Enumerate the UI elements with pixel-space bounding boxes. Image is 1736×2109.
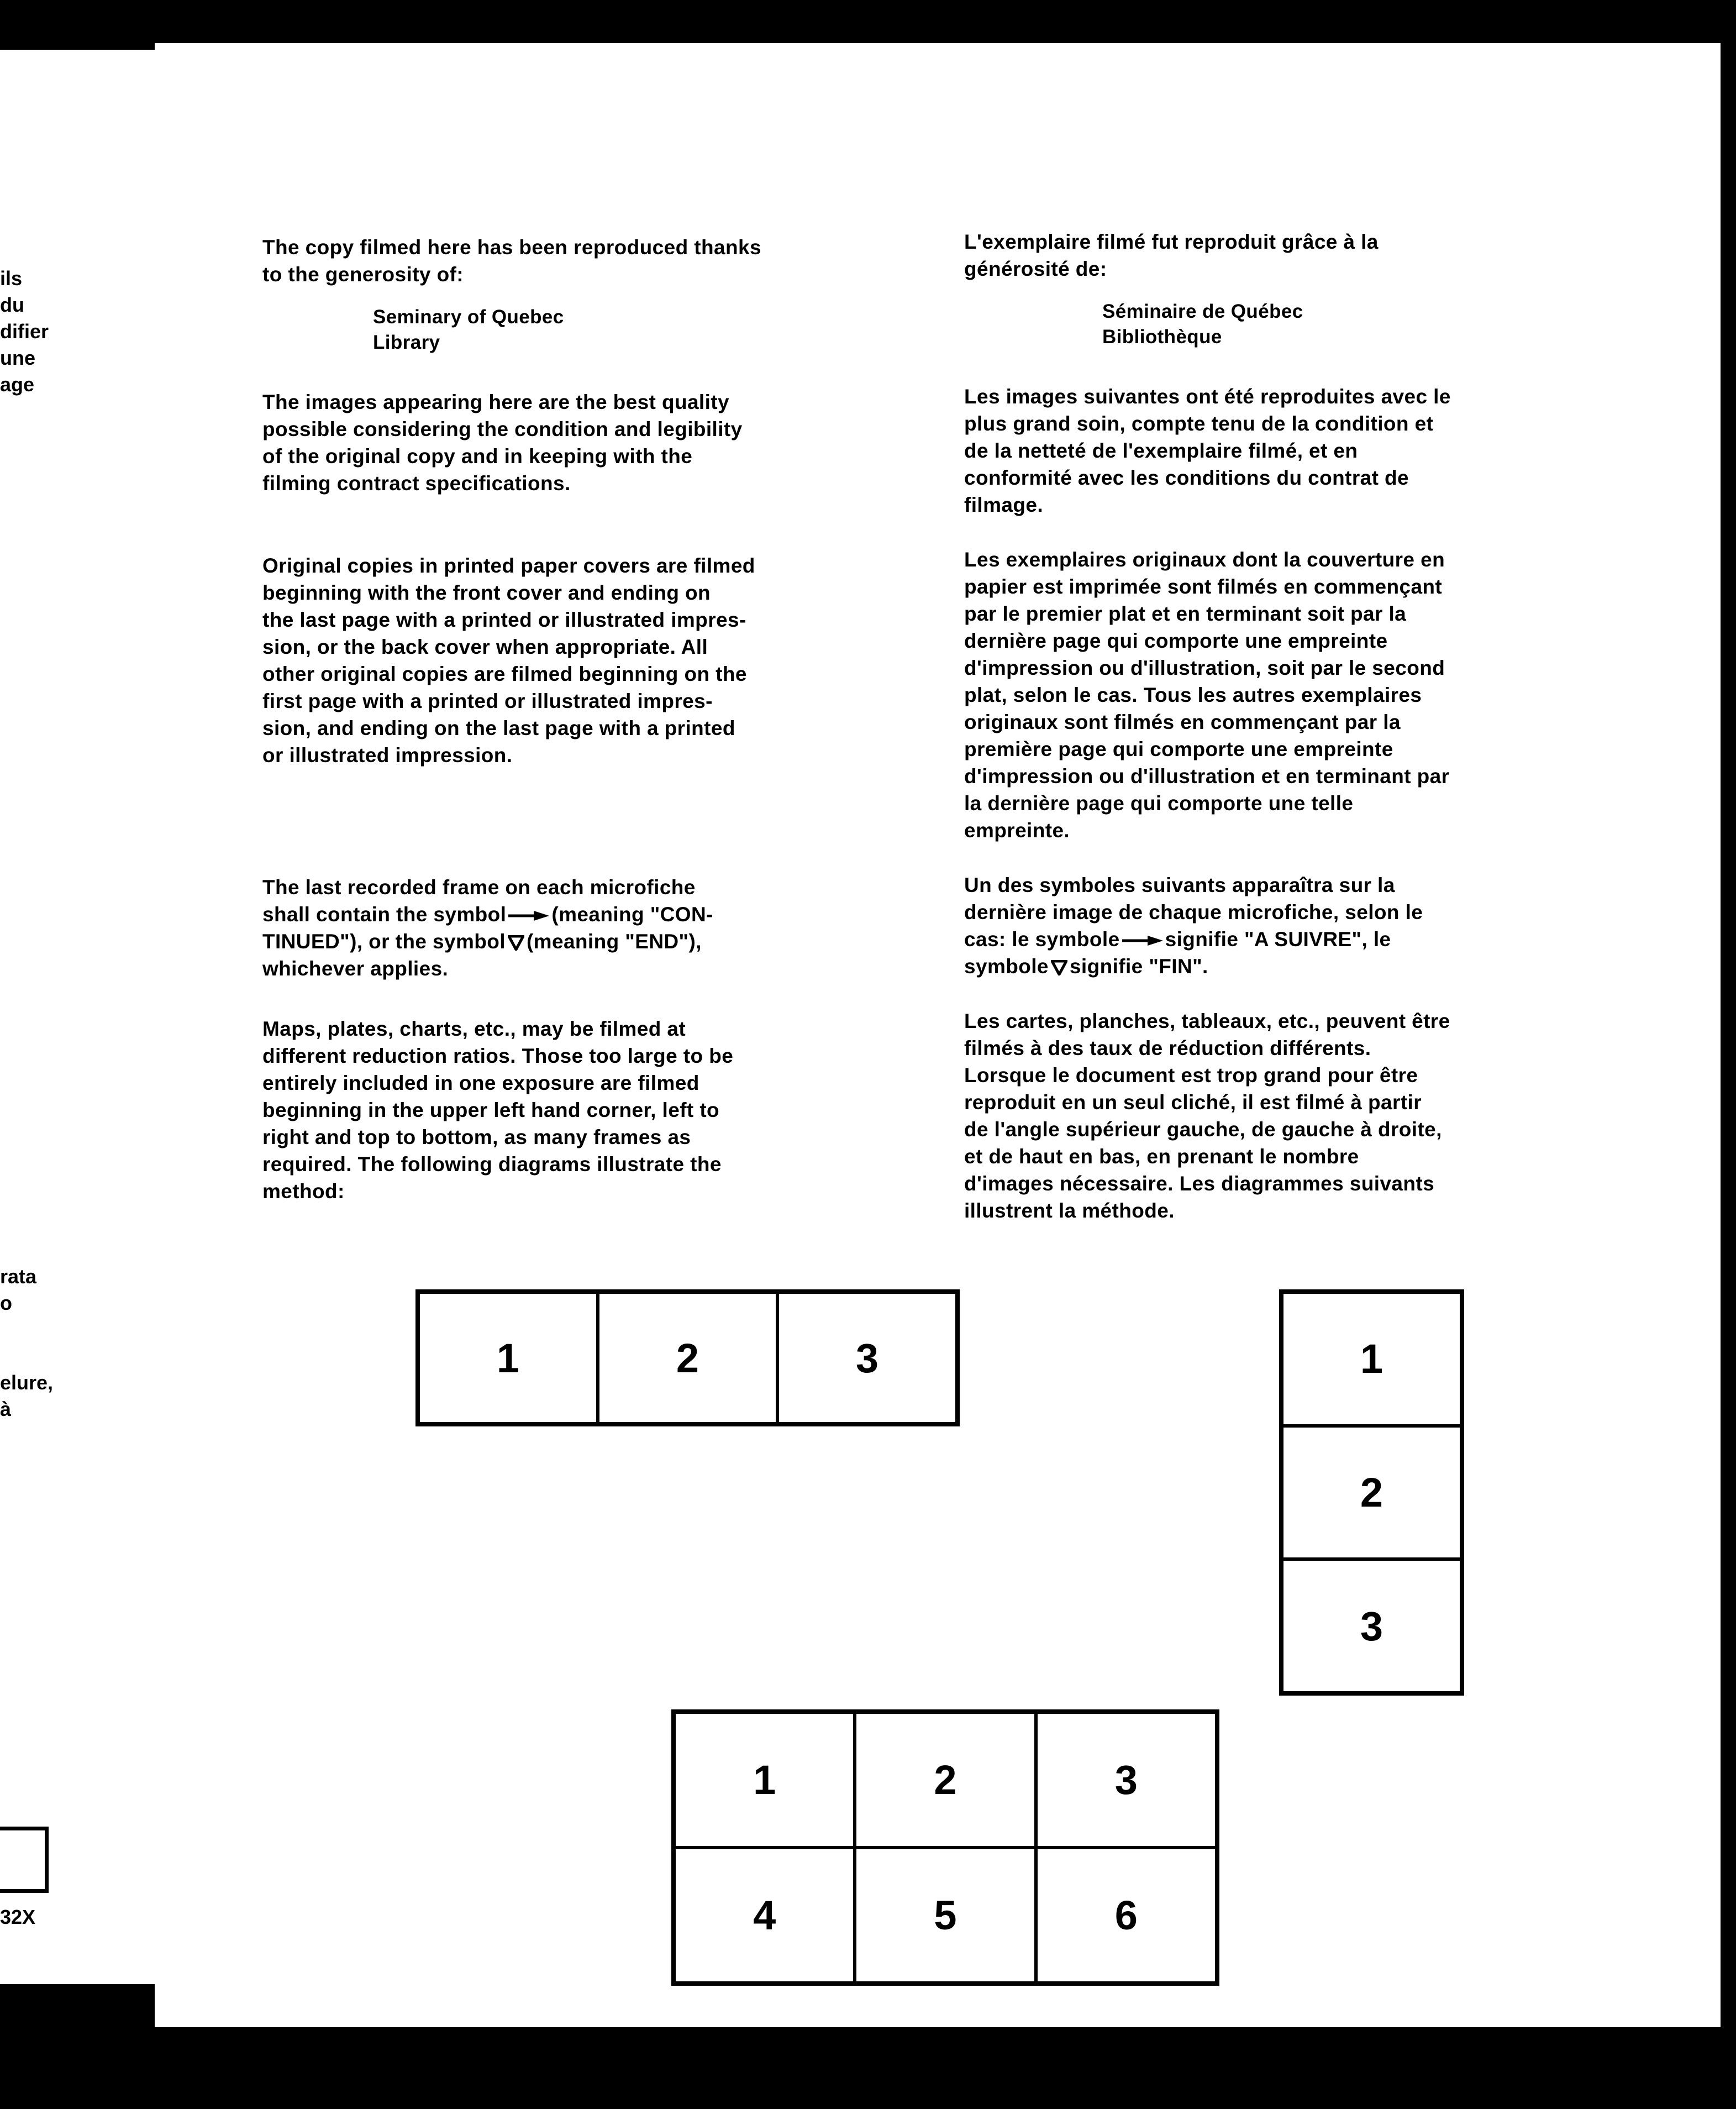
end-triangle-icon	[508, 935, 524, 951]
diagram-frame: 3	[1036, 1712, 1217, 1848]
diagram-frame: 3	[1282, 1559, 1461, 1693]
english-symbols-text: The last recorded frame on each microfiche shall contain the symbol	[262, 876, 696, 926]
french-symbols-text: Un des symboles suivants apparaîtra sur la dernière image de chaque microfiche, selon le cas: le symbole	[964, 874, 1423, 951]
fragment-box	[0, 1827, 49, 1893]
english-intro: The copy filmed here has been reproduced thanks to the generosity of:	[262, 236, 761, 286]
continued-arrow-icon	[1122, 936, 1163, 946]
fragment-text: une	[0, 347, 36, 369]
french-covers: Les exemplaires originaux dont la couverture en papier est imprimée sont filmés en commençant par le premier plat et en terminant soit par la dernière page qui comporte une empreinte d'impression ou d'illustration, soit par le second plat, selon le cas. Tous les autres exemplaires originaux sont filmés en commençant par la première page qui comporte une empreinte d'impression ou d'illustration et en terminant par la dernière page qui comporte une telle empreinte.	[964, 548, 1450, 842]
english-quality: The images appearing here are the best quality possible considering the condition and legibility of the original copy and in keeping with the filming contract specifications.	[262, 391, 743, 495]
french-symbols-text: signifie "FIN".	[1069, 955, 1208, 978]
diagram-frame: 6	[1036, 1848, 1217, 1983]
diagram-grid	[671, 1709, 1219, 1986]
english-symbols	[262, 874, 914, 982]
previous-page-edge	[0, 50, 172, 1984]
fragment-text: à	[0, 1398, 12, 1420]
fragment-text: age	[0, 373, 35, 396]
english-symbols-text: (meaning "CON- TINUED"), or the symbol	[262, 903, 713, 953]
french-symbols	[964, 872, 1622, 980]
french-maps: Les cartes, planches, tableaux, etc., peuvent être filmés à des taux de réduction différents. Lorsque le document est trop grand pour être reproduit en un seul cliché, il est filmé à partir de l'angle supérieur gauche, de gauche à droite, et de haut en bas, en prenant le nombre d'images nécessaire. Les diagrammes suivants illustrent la méthode.	[964, 1010, 1450, 1222]
fragment-text: ils	[0, 267, 23, 290]
end-triangle-icon	[1051, 960, 1067, 975]
diagram-frame: 1	[674, 1712, 855, 1848]
fragment-text: o	[0, 1292, 12, 1314]
continued-arrow-icon	[508, 911, 549, 921]
diagram-frame: 3	[777, 1292, 957, 1424]
fragment-text: 32X	[0, 1906, 36, 1928]
diagram-horizontal	[415, 1289, 960, 1426]
diagram-frame: 4	[674, 1848, 855, 1983]
english-column	[262, 234, 914, 1205]
french-institution: Séminaire de Québec Bibliothèque	[1102, 301, 1303, 348]
diagram-frame: 5	[855, 1848, 1035, 1983]
english-symbols-text: (meaning "END"), whichever applies.	[262, 930, 702, 980]
fragment-text: difier	[0, 320, 49, 343]
diagram-frame: 2	[1282, 1426, 1461, 1560]
english-institution: Seminary of Quebec Library	[373, 306, 564, 353]
french-symbols-text: signifie "A SUIVRE", le symbole	[964, 928, 1391, 978]
english-maps: Maps, plates, charts, etc., may be filmed at different reduction ratios. Those too large to be entirely included in one exposure are filmed beginning in the upper left hand corner, left to right and top to bottom, as many frames as required. The following diagrams illustrate the method:	[262, 1017, 734, 1203]
diagram-vertical	[1279, 1289, 1464, 1696]
french-quality: Les images suivantes ont été reproduites avec le plus grand soin, compte tenu de la condition et de la netteté de l'exemplaire filmé, et en conformité avec les conditions du contrat de filmage.	[964, 385, 1451, 516]
fragment-text: elure,	[0, 1371, 54, 1394]
diagram-frame: 2	[598, 1292, 777, 1424]
fragment-text: du	[0, 293, 24, 316]
english-covers: Original copies in printed paper covers are filmed beginning with the front cover and ending on the last page with a printed or illustrated impres- sion, or the back cover when appropriate. All other original copies are filmed beginning on the first page with a printed or illustrated impres- sion, and ending on the last page with a printed or illustrated impression.	[262, 554, 755, 767]
diagram-frame: 2	[855, 1712, 1035, 1848]
fragment-text: rata	[0, 1265, 37, 1288]
french-column	[964, 228, 1622, 1224]
diagram-frame: 1	[418, 1292, 598, 1424]
diagram-frame: 1	[1282, 1292, 1461, 1426]
french-intro: L'exemplaire filmé fut reproduit grâce à la générosité de:	[964, 230, 1379, 280]
microfiche-notice-page	[155, 43, 1721, 2027]
